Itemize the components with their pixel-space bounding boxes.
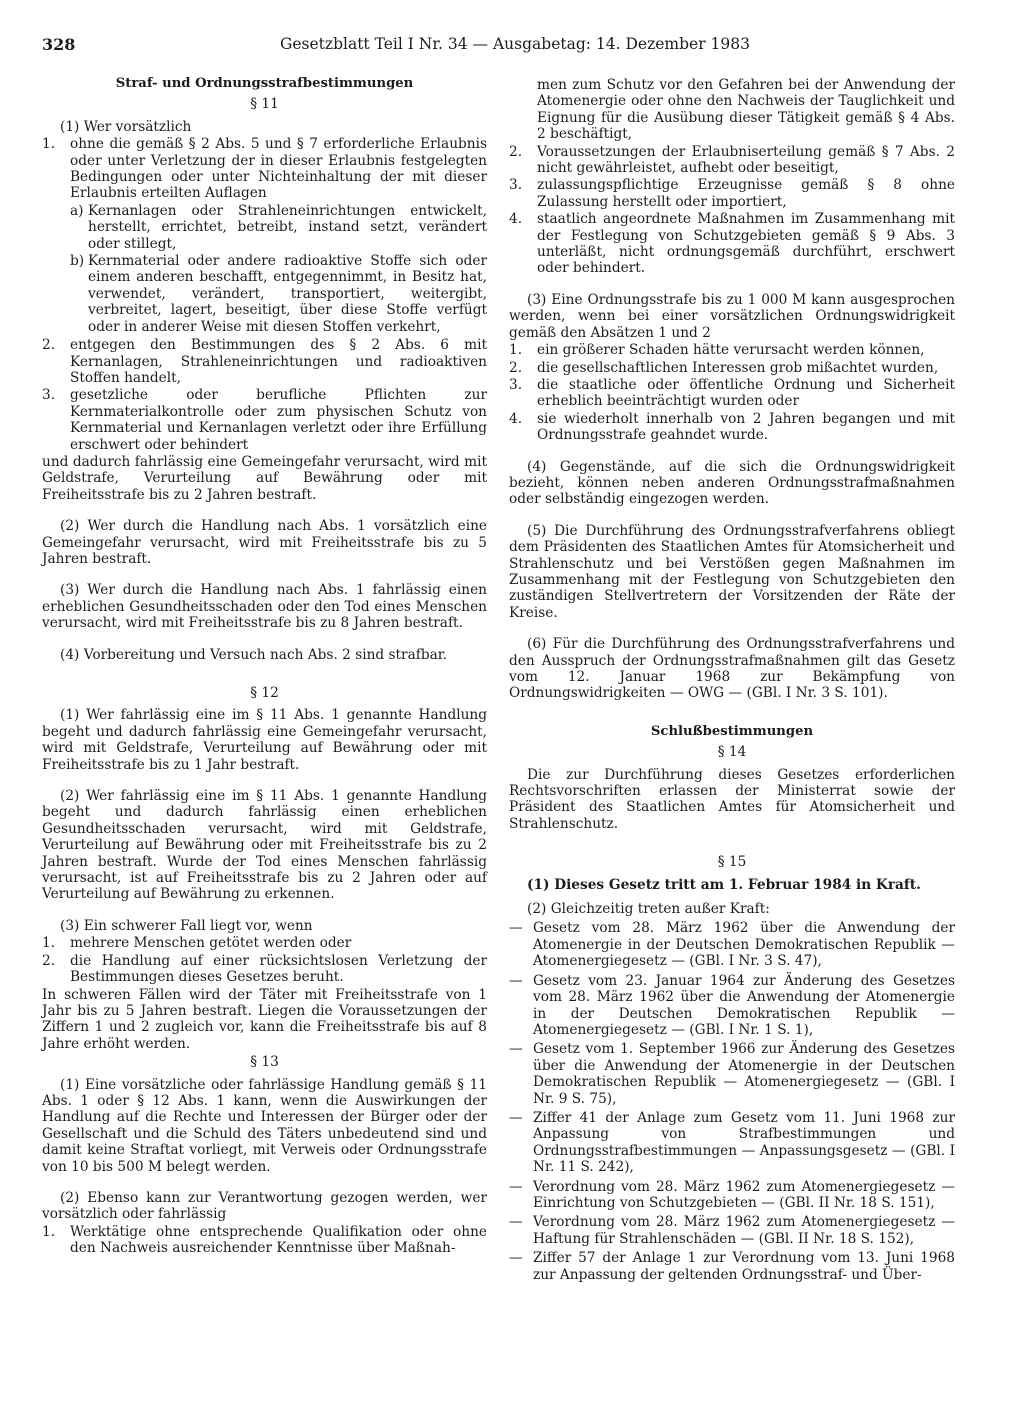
page-header — [42, 35, 962, 57]
list-item: 3. gesetzliche oder berufliche Pflichten zur Kernmaterialkontrolle oder zum physischen Schutz von Kernmaterial und Kernanlagen verletzt oder ihre Erfüllung erschwert oder behindert — [42, 387, 487, 453]
s11-abs3: (3) Wer durch die Handlung nach Abs. 1 fahrlässig einen erheblichen Gesundheitsschaden oder den Tod eines Menschen verursacht, wird mit Freiheitsstrafe bis zu 8 Jahren bestraft. — [42, 582, 487, 632]
list-item: 3. zulassungspflichtige Erzeugnisse gemäß § 8 ohne Zulassung herstellt oder importiert, — [509, 177, 955, 210]
s13-abs3-item4: sie wiederholt innerhalb von 2 Jahren begangen und mit Ordnungsstrafe geahndet wurde. — [537, 410, 955, 444]
paragraph-title-12: § 12 — [250, 685, 279, 701]
s13-abs5: (5) Die Durchführung des Ordnungsstrafverfahrens obliegt dem Präsidenten des Staatlichen Amtes für Atomsicherheit und Strahlenschutz und bei Verstößen gegen Maßnahmen im Zusammenhang mit der Festlegung von Schutzgebieten den zuständigen Stellvertretern der Vorsitzenden der Räte der Kreise. — [509, 522, 955, 621]
paragraph-title-13: § 13 — [250, 1054, 279, 1071]
s11-abs1-intro: (1) Wer vorsätzlich — [60, 118, 192, 135]
list-item: — Ziffer 57 der Anlage 1 zur Verordnung vom 13. Juni 1968 zur Anpassung der geltenden Ordnungsstraf- und Über- — [509, 1250, 955, 1283]
s11-item3-text: gesetzliche oder berufliche Pflichten zur Kernmaterialkontrolle oder zum physischen Schutz von Kernmaterial und Kernanlagen verletzt oder ihre Erfüllung erschwert oder behindert — [70, 387, 487, 453]
list-item: 2. die Handlung auf einer rücksichtslosen Verletzung der Bestimmungen dieses Gesetzes beruht. — [42, 952, 487, 986]
repealed-item-7: Ziffer 57 der Anlage 1 zur Verordnung vom 13. Juni 1968 zur Anpassung der geltenden Ordnungsstraf- und Über- — [533, 1250, 955, 1283]
s13-abs2-item1: Werktätige ohne entsprechende Qualifikation oder ohne den Nachweis ausreichender Kenntnisse über Maßnah- — [70, 1223, 487, 1257]
list-item: b) Kernmaterial oder andere radioaktive Stoffe sich oder einem anderen beschafft, entgegennimmt, in Besitz hat, verwendet, verändert, transportiert, weitergibt, verbreitet, lagert, beseitigt, über diese Stoffe verfügt oder in anderer Weise mit diesen Stoffen verkehrt, — [70, 253, 487, 335]
s15-abs1: (1) Dieses Gesetz tritt am 1. Februar 1984 in Kraft. — [527, 876, 921, 893]
s11-abs2: (2) Wer durch die Handlung nach Abs. 1 vorsätzlich eine Gemeingefahr verursacht, wird mit Freiheitsstrafe bis zu 5 Jahren bestraft. — [42, 518, 487, 567]
running-title: Gesetzblatt Teil I Nr. 34 — Ausgabetag: 14. Dezember 1983 — [280, 35, 751, 53]
s11-item1b-text: Kernmaterial oder andere radioaktive Stoffe sich oder einem anderen beschafft, entgegennimmt, in Besitz hat, verwendet, verändert, transportiert, weitergibt, verbreitet, lagert, beseitigt, über diese Stoffe verfügt oder in anderer Weise mit diesen Stoffen verkehrt, — [88, 253, 487, 335]
section-heading-final: Schlußbestimmungen — [650, 723, 814, 739]
repealed-item-1: Gesetz vom 28. März 1962 über die Anwendung der Atomenergie in der Deutschen Demokratischen Republik — Atomenergiegesetz — (GBl. I Nr. 3 S. 47), — [533, 920, 955, 970]
s12-abs3-item1: mehrere Menschen getötet werden oder — [70, 935, 352, 952]
list-item: 1. ein größerer Schaden hätte verursacht werden können, — [509, 342, 955, 358]
list-item: 3. die staatliche oder öffentliche Ordnung und Sicherheit erheblich beeinträchtigt wurden oder — [509, 376, 955, 410]
s13-abs1: (1) Eine vorsätzliche oder fahrlässige Handlung gemäß § 11 Abs. 1 oder § 12 Abs. 1 kann, wenn die Auswirkungen der Handlung auf die Rechte und Interessen der Bürger oder der Gesellschaft und die Schuld des Täters unbedeutend sind und damit keine Straftat vorliegt, mit Verweis oder Ordnungsstrafe von 10 bis 500 M belegt werden. — [42, 1076, 487, 1175]
s15-abs2-intro: (2) Gleichzeitig treten außer Kraft: — [527, 901, 770, 918]
list-item: — Gesetz vom 23. Januar 1964 zur Änderung des Gesetzes vom 28. März 1962 über die Anwendung der Atomenergie in der Deutschen Demokratischen Republik — Atomenergiegesetz — (GBl. I Nr. 1 S. 1), — [509, 972, 955, 1038]
list-item: 4. sie wiederholt innerhalb von 2 Jahren begangen und mit Ordnungsstrafe geahndet wurde. — [509, 410, 955, 444]
s13-abs3-item1: ein größerer Schaden hätte verursacht werden können, — [537, 342, 925, 359]
section-heading-penalties: Straf- und Ordnungsstrafbestimmungen — [115, 76, 414, 91]
repealed-item-3: Gesetz vom 1. September 1966 zur Änderung des Gesetzes über die Anwendung der Atomenergie in der Deutschen Demokratischen Republik — Atomenergiegesetz — (GBl. I Nr. 9 S. 75), — [533, 1041, 955, 1107]
list-item: 4. staatlich angeordnete Maßnahmen im Zusammenhang mit der Festlegung von Schutzgebieten gemäß § 9 Abs. 3 unterläßt, nicht ordnungsgemäß durchführt, erschwert oder behindert. — [509, 211, 955, 277]
list-item: — Verordnung vom 28. März 1962 zum Atomenergiegesetz — Einrichtung von Schutzgebieten — (GBl. II Nr. 18 S. 151), — [509, 1178, 955, 1211]
repealed-item-4: Ziffer 41 der Anlage zum Gesetz vom 11. Juni 1968 zur Anpassung von Strafbestimmungen und Ordnungsstrafbestimmungen — Anpassungsgesetz — (GBl. I Nr. 11 S. 242), — [533, 1109, 955, 1176]
s13-abs2-list — [42, 1224, 487, 1257]
page-number: 328 — [42, 35, 76, 54]
right-column — [509, 76, 955, 1286]
s13-abs2-list-cont — [509, 144, 955, 277]
s12-abs3-close: In schweren Fällen wird der Täter mit Freiheitsstrafe von 1 Jahr bis zu 5 Jahren bestraft. Liegen die Voraussetzungen der Ziffern 1 und 2 zugleich vor, kann die Freiheitsstrafe bis auf 8 Jahre erhöht werden. — [42, 986, 487, 1052]
paragraph-title-15: § 15 — [717, 854, 747, 871]
list-item: 2. Voraussetzungen der Erlaubniserteilung gemäß § 7 Abs. 2 nicht gewährleistet, aufhebt oder beseitigt, — [509, 143, 955, 177]
list-item: 2. entgegen den Bestimmungen des § 2 Abs. 6 mit Kernanlagen, Strahleneinrichtungen und radioaktiven Stoffen handelt, — [42, 337, 487, 386]
s13-abs3-intro: (3) Eine Ordnungsstrafe bis zu 1 000 M kann ausgesprochen werden, wenn bei einer vorsätzlichen Ordnungswidrigkeit gemäß den Absätzen 1 und 2 — [509, 291, 955, 341]
list-item: a) Kernanlagen oder Strahleneinrichtungen entwickelt, herstellt, errichtet, betreibt, instand setzt, verändert oder stillegt, — [70, 202, 487, 252]
repealed-item-5: Verordnung vom 28. März 1962 zum Atomenergiegesetz — Einrichtung von Schutzgebieten — (GBl. II Nr. 18 S. 151), — [533, 1178, 955, 1211]
repealed-laws-list — [509, 920, 955, 1283]
s12-abs3-item2: die Handlung auf einer rücksichtslosen Verletzung der Bestimmungen dieses Gesetzes beruht. — [70, 952, 487, 986]
list-item-continued — [509, 77, 955, 143]
s13-abs3-list — [509, 342, 955, 443]
s13-abs6: (6) Für die Durchführung des Ordnungsstrafverfahrens und den Ausspruch der Ordnungsstrafmaßnahmen gilt das Gesetz vom 12. Januar 1968 zur Bekämpfung von Ordnungswidrigkeiten — OWG — (GBl. I Nr. 3 S. 101). — [509, 636, 955, 702]
s13-item1-continued: men zum Schutz vor den Gefahren bei der Anwendung der Atomenergie oder ohne den Nachweis der Tauglichkeit und Eignung für die Ausübung dieser Tätigkeit gemäß § 4 Abs. 2 beschäftigt, — [537, 77, 955, 143]
s11-item2-text: entgegen den Bestimmungen des § 2 Abs. 6 mit Kernanlagen, Strahleneinrichtungen und radioaktiven Stoffen handelt, — [70, 337, 487, 386]
repealed-item-6: Verordnung vom 28. März 1962 zum Atomenergiegesetz — Haftung für Strahlenschäden — (GBl. II Nr. 18 S. 152), — [533, 1214, 955, 1247]
s11-item1a-text: Kernanlagen oder Strahleneinrichtungen entwickelt, herstellt, errichtet, betreibt, instand setzt, verändert oder stillegt, — [88, 202, 487, 252]
list-item: — Ziffer 41 der Anlage zum Gesetz vom 11. Juni 1968 zur Anpassung von Strafbestimmungen und Ordnungsstrafbestimmungen — Anpassungsgesetz — (GBl. I Nr. 11 S. 242), — [509, 1109, 955, 1176]
s13-abs2-item4: staatlich angeordnete Maßnahmen im Zusammenhang mit der Festlegung von Schutzgebieten gemäß § 9 Abs. 3 unterläßt, nicht ordnungsgemäß durchführt, erschwert oder behindert. — [537, 211, 955, 277]
s13-abs2-item3: zulassungspflichtige Erzeugnisse gemäß § 8 ohne Zulassung herstellt oder importiert, — [537, 177, 955, 210]
s11-item1-text: ohne die gemäß § 2 Abs. 5 und § 7 erforderliche Erlaubnis oder unter Verletzung der in dieser Erlaubnis festgelegten Bedingungen oder unter Nichteinhaltung der mit dieser Erlaubnis erteilten Auflagen — [70, 136, 487, 202]
paragraph-title-14: § 14 — [717, 744, 747, 761]
s12-abs2: (2) Wer fahrlässig eine im § 11 Abs. 1 genannte Handlung begeht und dadurch fahrlässig einen erheblichen Gesundheitsschaden verursacht, wird mit Geldstrafe, Verurteilung auf Bewährung oder mit Freiheitsstrafe bis zu 2 Jahren bestraft. Wurde der Tod eines Menschen fahrlässig verursacht, ist auf Freiheitsstrafe bis zu 2 Jahren oder auf Verurteilung auf Bewährung zu erkennen. — [42, 788, 487, 903]
paragraph-title-11: § 11 — [250, 96, 279, 113]
s14-text: Die zur Durchführung dieses Gesetzes erforderlichen Rechtsvorschriften erlassen der Ministerrat sowie der Präsident des Staatlichen Amtes für Atomsicherheit und Strahlenschutz. — [509, 766, 955, 832]
s11-item1-sublist — [70, 203, 487, 335]
repealed-item-2: Gesetz vom 23. Januar 1964 zur Änderung des Gesetzes vom 28. März 1962 über die Anwendung der Atomenergie in der Deutschen Demokratischen Republik — Atomenergiegesetz — (GBl. I Nr. 1 S. 1), — [533, 972, 955, 1038]
left-column — [42, 76, 487, 1258]
s12-abs3-list — [42, 935, 487, 985]
list-item: 2. die gesellschaftlichen Interessen grob mißachtet wurden, — [509, 360, 955, 376]
s13-abs3-item2: die gesellschaftlichen Interessen grob mißachtet wurden, — [537, 359, 939, 376]
list-item: 1. ohne die gemäß § 2 Abs. 5 und § 7 erforderliche Erlaubnis oder unter Verletzung der in dieser Erlaubnis festgelegten Bedingungen oder unter Nichteinhaltung der mit dieser Erlaubnis erteilten Auflagen a) Kernanlagen oder Strahleneinrichtungen entwickelt, herstellt, errichtet, betreibt, instand setzt, verändert oder stillegt, b) Kernmaterial oder andere radioaktive Stoffe sich oder einem anderen beschafft, entgegennimmt, in Besitz hat, verwendet, verändert, transportiert, weitergibt, verbreitet, lagert, beseitigt, über diese Stoffe verfügt oder in anderer Weise mit diesen Stoffen verkehrt, — [42, 136, 487, 335]
s11-abs4: (4) Vorbereitung und Versuch nach Abs. 2 sind strafbar. — [60, 646, 448, 663]
s13-abs4: (4) Gegenstände, auf die sich die Ordnungswidrigkeit bezieht, können neben anderen Ordnungsstrafmaßnahmen oder selbständig eingezogen werden. — [509, 458, 955, 508]
s11-abs1-list — [42, 136, 487, 453]
s13-abs2-item2: Voraussetzungen der Erlaubniserteilung gemäß § 7 Abs. 2 nicht gewährleistet, aufhebt oder beseitigt, — [537, 143, 955, 177]
list-item: — Gesetz vom 1. September 1966 zur Änderung des Gesetzes über die Anwendung der Atomenergie in der Deutschen Demokratischen Republik — Atomenergiegesetz — (GBl. I Nr. 9 S. 75), — [509, 1041, 955, 1107]
list-item: — Gesetz vom 28. März 1962 über die Anwendung der Atomenergie in der Deutschen Demokratischen Republik — Atomenergiegesetz — (GBl. I Nr. 3 S. 47), — [509, 920, 955, 970]
s13-abs3-item3: die staatliche oder öffentliche Ordnung und Sicherheit erheblich beeinträchtigt wurden oder — [537, 376, 955, 410]
list-item: 1. mehrere Menschen getötet werden oder — [42, 935, 487, 951]
s11-abs1-close: und dadurch fahrlässig eine Gemeingefahr verursacht, wird mit Geldstrafe, Verurteilung auf Bewährung oder mit Freiheitsstrafe bis zu 2 Jahren bestraft. — [42, 453, 487, 503]
s12-abs1: (1) Wer fahrlässig eine im § 11 Abs. 1 genannte Handlung begeht und dadurch fahrlässig eine Gemeingefahr verursacht, wird mit Geldstrafe, Verurteilung auf Bewährung oder mit Freiheitsstrafe bis zu 1 Jahr bestraft. — [42, 707, 487, 773]
list-item: — Verordnung vom 28. März 1962 zum Atomenergiegesetz — Haftung für Strahlenschäden — (GBl. II Nr. 18 S. 152), — [509, 1214, 955, 1247]
s12-abs3-intro: (3) Ein schwerer Fall liegt vor, wenn — [60, 917, 313, 934]
s13-abs2-intro: (2) Ebenso kann zur Verantwortung gezogen werden, wer vorsätzlich oder fahrlässig — [42, 1189, 487, 1223]
list-item: 1. Werktätige ohne entsprechende Qualifikation oder ohne den Nachweis ausreichender Kenntnisse über Maßnah- — [42, 1223, 487, 1257]
